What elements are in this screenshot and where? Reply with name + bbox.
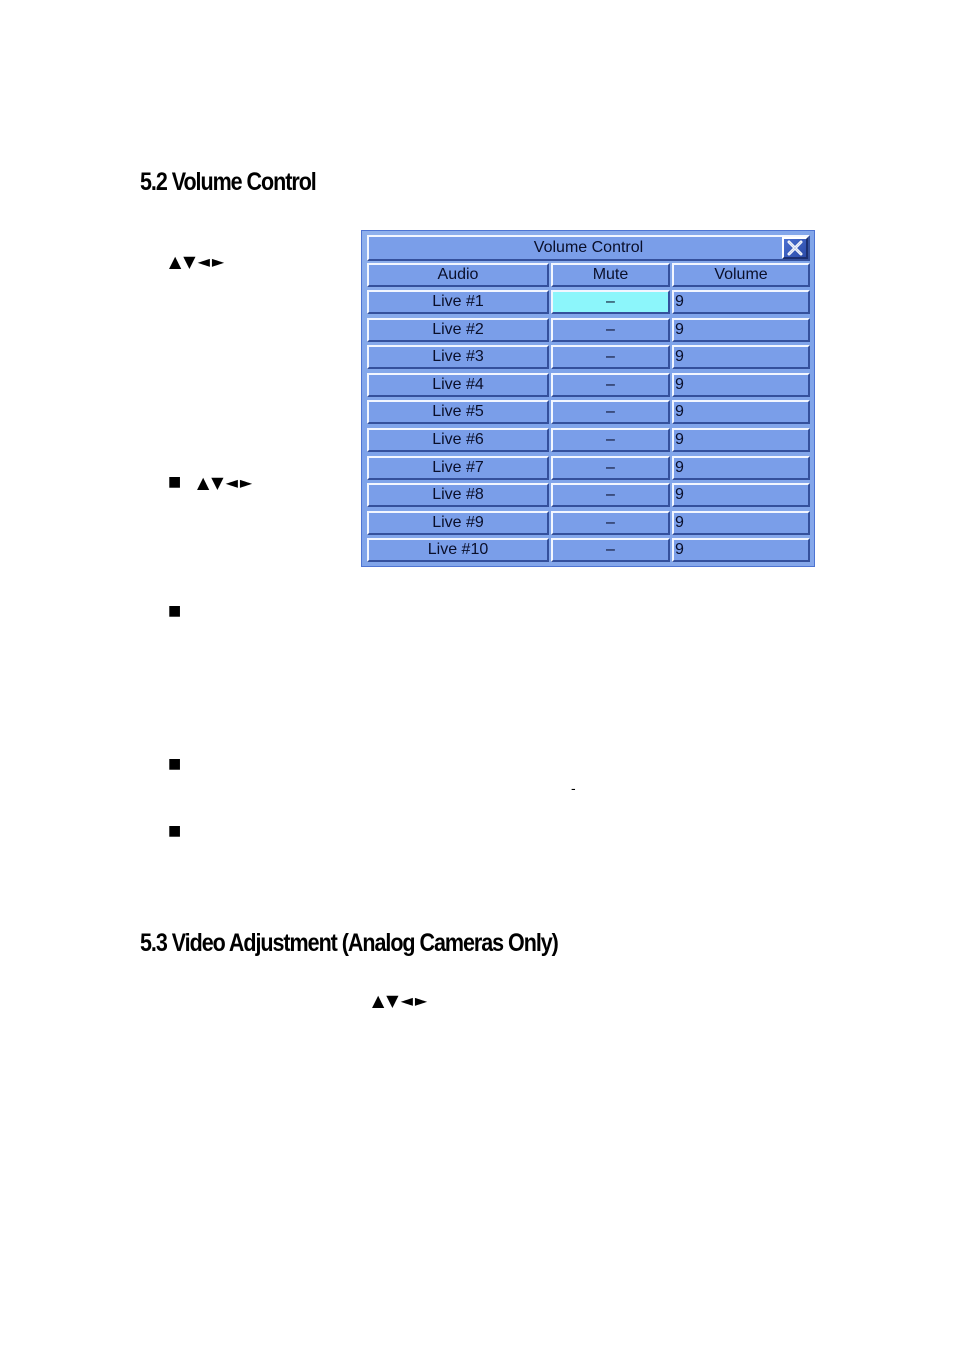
mute-cell[interactable]: – [551,373,670,397]
audio-cell[interactable]: Live #8 [367,483,549,507]
close-icon [784,239,806,257]
arrow-keys-icon: ▲▼◄► [169,252,227,271]
window-title: Volume Control [367,235,810,261]
volume-cell[interactable]: 9 [672,456,810,480]
volume-cell[interactable]: 9 [672,538,810,562]
volume-cell[interactable]: 9 [672,511,810,535]
dash-mark: - [571,780,576,796]
audio-cell[interactable]: Live #7 [367,456,549,480]
audio-cell[interactable]: Live #6 [367,428,549,452]
section-heading-volume-control: 5.2 Volume Control [140,168,316,196]
close-button[interactable] [782,237,808,259]
audio-cell[interactable]: Live #10 [367,538,549,562]
column-header-volume: Volume [672,263,810,287]
mute-cell[interactable]: – [551,456,670,480]
mute-cell[interactable]: – [551,428,670,452]
mute-cell[interactable]: – [551,511,670,535]
mute-cell[interactable]: – [551,483,670,507]
mute-cell[interactable]: – [551,345,670,369]
volume-cell[interactable]: 9 [672,483,810,507]
mute-cell[interactable]: – [551,318,670,342]
volume-cell[interactable]: 9 [672,290,810,314]
audio-cell[interactable]: Live #5 [367,400,549,424]
bullet-icon: ■ [168,603,182,619]
volume-cell[interactable]: 9 [672,373,810,397]
volume-cell[interactable]: 9 [672,428,810,452]
volume-cell[interactable]: 9 [672,345,810,369]
audio-cell[interactable]: Live #4 [367,373,549,397]
column-header-audio: Audio [367,263,549,287]
audio-cell[interactable]: Live #3 [367,345,549,369]
bullet-icon: ■ [168,823,182,839]
column-header-mute: Mute [551,263,670,287]
volume-cell[interactable]: 9 [672,400,810,424]
mute-cell[interactable]: – [551,400,670,424]
audio-cell[interactable]: Live #2 [367,318,549,342]
mute-cell[interactable]: – [551,290,670,314]
section-heading-video-adjustment: 5.3 Video Adjustment (Analog Cameras Only) [140,929,558,957]
volume-cell[interactable]: 9 [672,318,810,342]
bullet-icon: ■ [168,756,182,772]
volume-control-window [361,230,815,567]
arrow-keys-icon: ▲▼◄► [197,473,255,492]
mute-cell[interactable]: – [551,538,670,562]
bullet-icon: ■ [168,474,182,490]
audio-cell[interactable]: Live #1 [367,290,549,314]
arrow-keys-icon: ▲▼◄► [372,991,430,1010]
audio-cell[interactable]: Live #9 [367,511,549,535]
